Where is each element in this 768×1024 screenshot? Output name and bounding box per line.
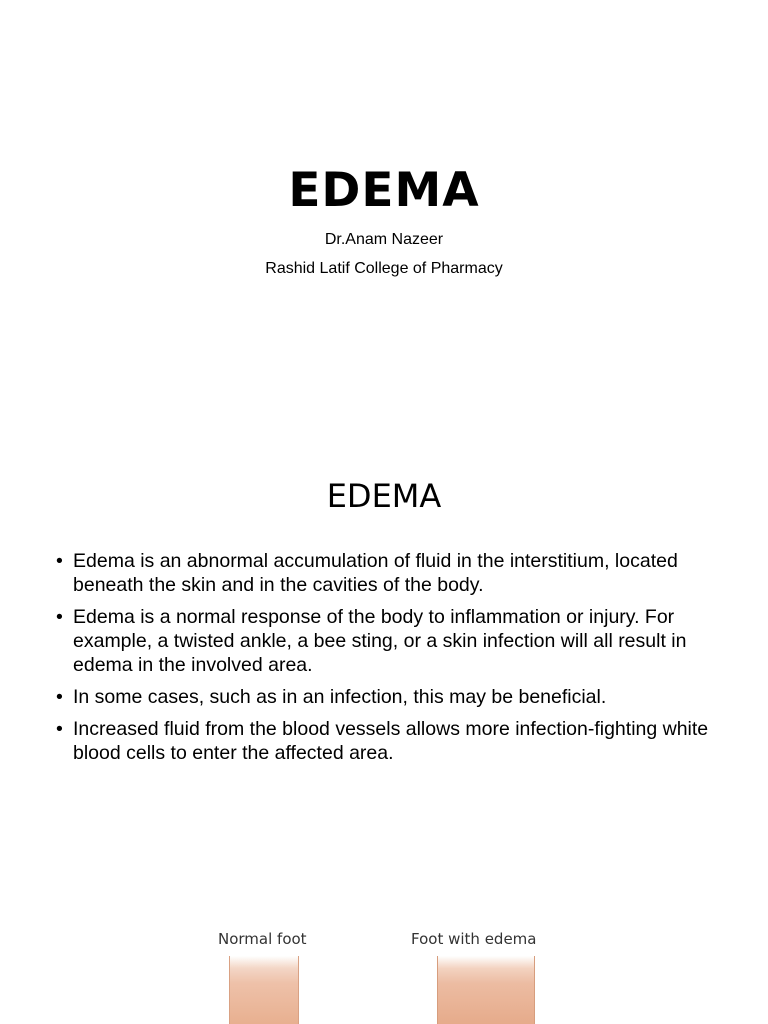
author-name: Dr.Anam Nazeer (324, 231, 444, 248)
bullet-marker: • (56, 550, 63, 572)
institution-name: Rashid Latif College of Pharmacy (265, 260, 503, 277)
bullet-text: Increased fluid from the blood vessels allows more infection-fighting white blood cells to enter the affected area. (73, 718, 709, 764)
bullet-item (56, 685, 716, 709)
bullet-item (56, 605, 716, 677)
bullet-text: Edema is a normal response of the body to inflammation or injury. For example, a twisted ankle, a bee sting, or a skin infection will all result in edema in the involved area. (73, 606, 687, 676)
bullet-marker: • (56, 686, 63, 708)
bullet-marker: • (56, 718, 63, 740)
title-slide-heading: EDEMA (288, 163, 480, 218)
content-slide-heading: EDEMA (326, 477, 442, 515)
foot-comparison-figure (0, 920, 768, 1024)
edema-foot-label: Foot with edema (411, 930, 537, 948)
bullet-item (56, 549, 716, 597)
swollen-leg-illustration (437, 956, 535, 1024)
bullet-list (56, 549, 716, 773)
bullet-marker: • (56, 606, 63, 628)
normal-leg-illustration (229, 956, 299, 1024)
bullet-item (56, 717, 716, 765)
bullet-text: Edema is an abnormal accumulation of fluid in the interstitium, located beneath the skin and in the cavities of the body. (73, 550, 678, 596)
bullet-text: In some cases, such as in an infection, this may be beneficial. (73, 686, 607, 708)
normal-foot-label: Normal foot (218, 930, 307, 948)
